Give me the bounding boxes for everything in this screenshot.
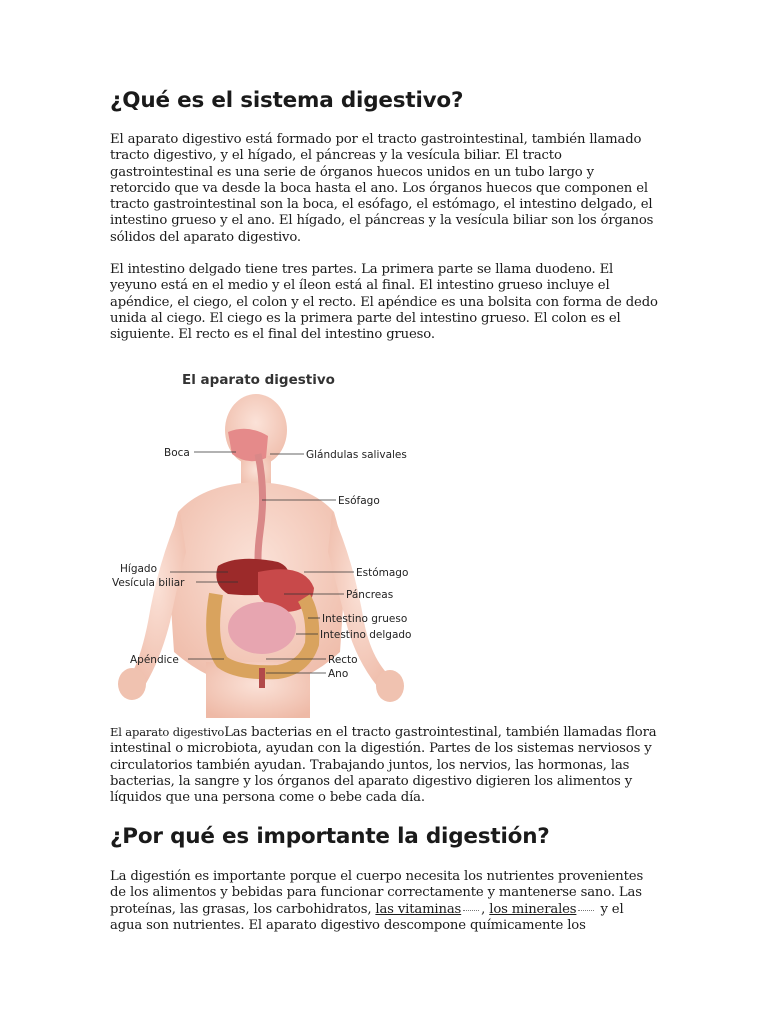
paragraph-importancia-end: y el agua son nutrientes. El aparato digestivo descompone químicamente los <box>110 901 624 933</box>
paragraph-aparato-digestivo: El aparato digestivo está formado por el tracto gastrointestinal, también llamado tracto digestivo, y el hígado, el páncreas y la vesícula biliar. El tracto gastrointestinal es una serie de órganos huecos unidos en un tubo largo y retorcido que va desde la boca hasta el ano. Los órganos huecos que componen el tracto gastrointestinal son la boca, el esófago, el estómago, el intestino delgado, el intestino grueso y el ano. El hígado, el páncreas y la vesícula biliar son los órganos sólidos del aparato digestivo. <box>110 132 654 245</box>
paragraph-intestino-delgado: El intestino delgado tiene tres partes. La primera parte se llama duodeno. El yeyuno está en el medio y el íleon está al final. El intestino grueso incluye el apéndice, el ciego, el colon y el recto. El apéndice es una bolsita con forma de dedo unida al ciego. El ciego es la primera parte del intestino grueso. El colon es el siguiente. El recto es el final del intestino grueso. <box>110 262 658 343</box>
label-pancreas: Páncreas <box>346 589 394 601</box>
small-intestine-shape <box>228 602 296 654</box>
label-vesicula-biliar: Vesícula biliar <box>112 577 185 589</box>
label-estomago: Estómago <box>356 567 409 579</box>
label-recto: Recto <box>328 654 358 666</box>
link-minerales[interactable]: los minerales <box>489 901 577 917</box>
separator: , <box>481 901 490 917</box>
paragraph-importancia <box>110 869 658 934</box>
label-ano: Ano <box>328 668 349 680</box>
label-esofago: Esófago <box>338 495 380 507</box>
digestive-system-illustration <box>108 362 420 718</box>
label-apendice: Apéndice <box>130 654 179 666</box>
section-heading-que-es: ¿Qué es el sistema digestivo? <box>110 88 464 113</box>
paragraph-importancia-start: La digestión es importante porque el cuerpo necesita los nutrientes provenientes de los alimentos y bebidas para funcionar correctamente y mantenerse sano. Las proteínas, las grasas, los carbohidratos, <box>110 869 644 917</box>
label-intestino-grueso: Intestino grueso <box>322 613 408 625</box>
link-vitaminas[interactable]: las vitaminas <box>375 901 462 917</box>
paragraph-bacterias <box>110 724 658 806</box>
section-heading-por-que: ¿Por qué es importante la digestión? <box>110 824 550 849</box>
figure-title: El aparato digestivo <box>182 372 335 388</box>
link-minerales-marker <box>578 910 594 911</box>
label-glandulas-salivales: Glándulas salivales <box>306 449 407 461</box>
paragraph-bacterias-text: Las bacterias en el tracto gastrointestinal, también llamadas flora intestinal o microbiota, ayudan con la digestión. Partes de los sistemas nerviosos y circulatorios también ayudan. Trabajando juntos, los nervios, las hormonas, las bacterias, la sangre y los órganos del aparato digestivo digieren los alimentos y líquidos que una persona come o bebe cada día. <box>110 725 657 806</box>
digestive-system-figure <box>108 362 420 718</box>
figure-caption: El aparato digestivo <box>110 725 225 739</box>
link-vitaminas-marker <box>463 910 479 911</box>
label-intestino-delgado: Intestino delgado <box>320 629 412 641</box>
label-boca: Boca <box>164 447 190 459</box>
label-higado: Hígado <box>120 563 158 575</box>
